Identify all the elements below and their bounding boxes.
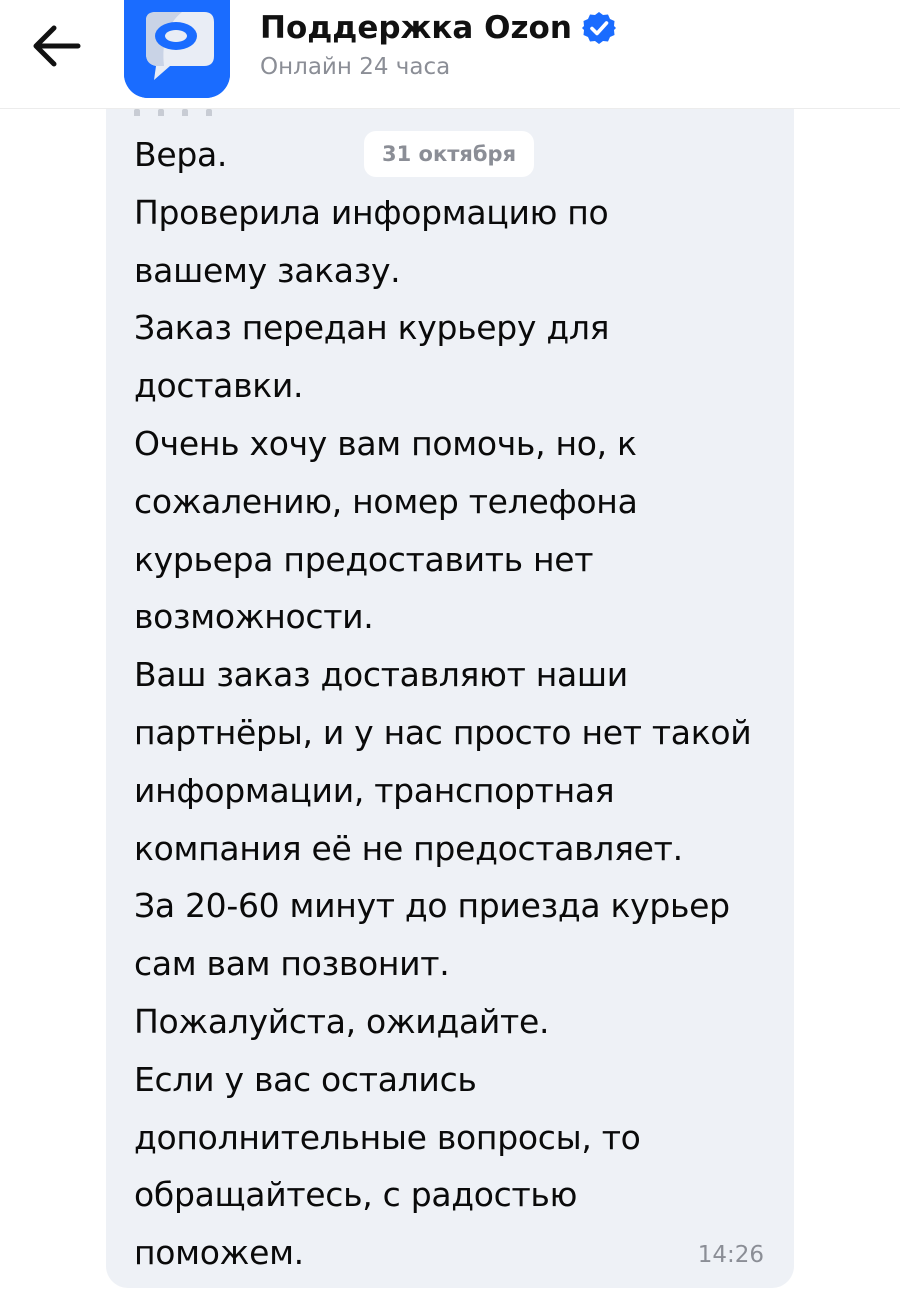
message-line: Ваш заказ доставляют наши [134, 655, 628, 695]
message-line: Проверила информацию по [134, 192, 609, 232]
message-line: сожалению, номер телефона [134, 481, 638, 521]
chat-title-row [260, 8, 616, 48]
date-chip: 31 октября [364, 131, 534, 177]
message-line: обращайтесь, с радостью [134, 1175, 578, 1215]
message-text [134, 126, 774, 1282]
chat-area[interactable] [0, 108, 900, 1308]
message-line: дополнительные вопросы, то [134, 1117, 641, 1157]
message-line: компания её не предоставляет. [134, 828, 683, 868]
message-line: сам вам позвонит. [134, 944, 450, 984]
chat-status: Онлайн 24 часа [260, 54, 451, 80]
message-line: поможем. [134, 1233, 304, 1273]
message-time: 14:26 [697, 1242, 764, 1268]
message-line: доставки. [134, 366, 304, 406]
message-line: возможности. [134, 597, 374, 637]
message-line: вашему заказу. [134, 250, 401, 290]
message-line: За 20-60 минут до приезда курьер [134, 886, 730, 926]
ozon-chat-logo-icon [124, 0, 230, 98]
back-button[interactable] [24, 18, 90, 74]
message-line: партнёры, и у нас просто нет такой [134, 712, 752, 752]
avatar[interactable] [124, 0, 230, 98]
message-line: Если у вас остались [134, 1059, 477, 1099]
message-line: Вера. [134, 135, 228, 174]
message-line: курьера предоставить нет [134, 539, 594, 579]
chat-title: Поддержка Ozon [260, 10, 572, 46]
arrow-left-icon [24, 18, 90, 74]
message-line: Очень хочу вам помочь, но, к [134, 423, 637, 463]
verified-check-icon [582, 11, 616, 45]
message-line: Заказ передан курьеру для [134, 308, 610, 348]
message-bubble[interactable] [106, 108, 794, 1288]
chat-header [0, 0, 900, 109]
message-line: информации, транспортная [134, 770, 615, 810]
message-line: Пожалуйста, ожидайте. [134, 1001, 550, 1041]
